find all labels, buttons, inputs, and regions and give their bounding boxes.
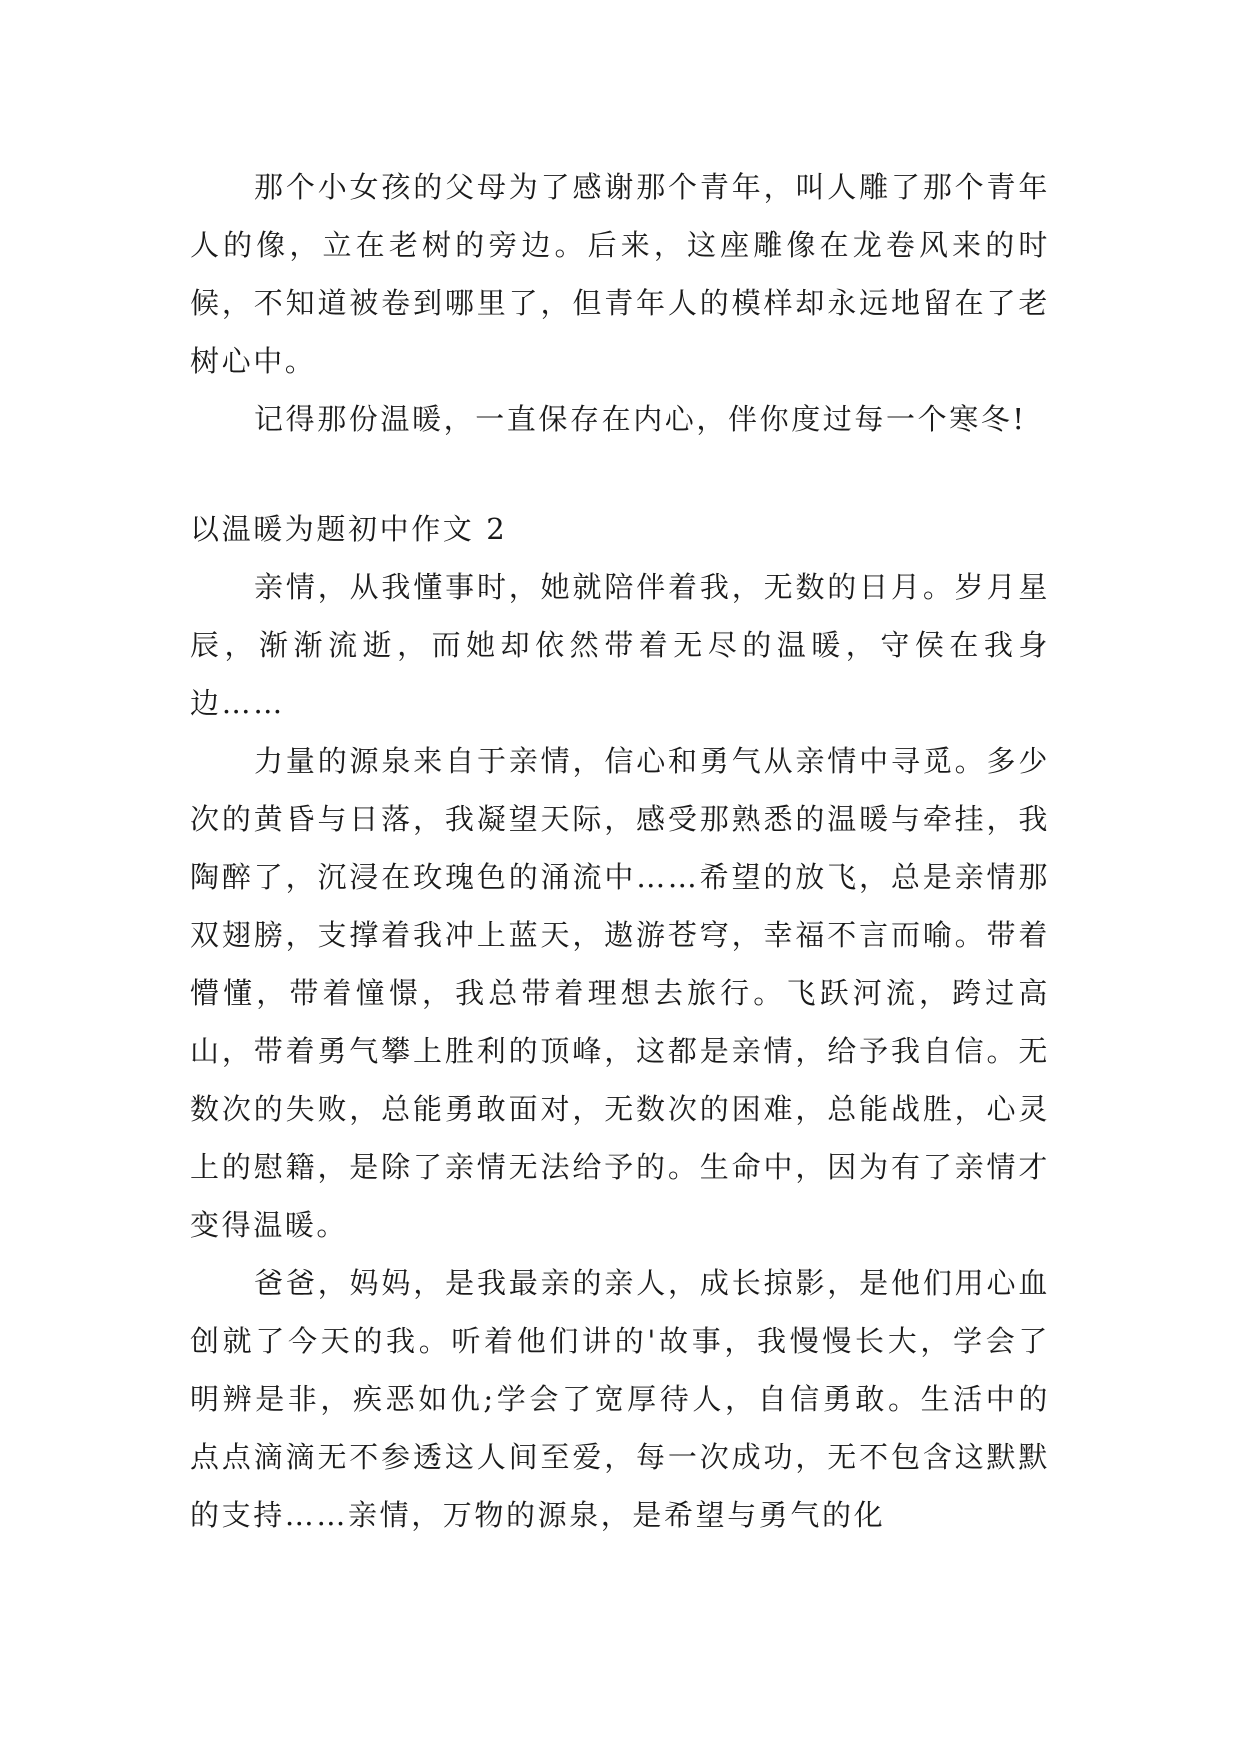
paragraph: 记得那份温暖，一直保存在内心，伴你度过每一个寒冬! (254, 402, 1027, 436)
paragraph: 亲情，从我懂事时，她就陪伴着我，无数的日月。岁月星辰，渐渐流逝，而她却依然带着无尽的温暖，守侯在我身边…… (190, 570, 1050, 720)
section-spacer (190, 448, 1050, 500)
section-title: 以温暖为题初中作文 2 (190, 512, 508, 546)
document-page (190, 158, 1050, 1544)
paragraph: 那个小女孩的父母为了感谢那个青年，叫人雕了那个青年人的像，立在老树的旁边。后来，这座雕像在龙卷风来的时候，不知道被卷到哪里了，但青年人的模样却永远地留在了老树心中。 (190, 170, 1050, 378)
paragraph: 力量的源泉来自于亲情，信心和勇气从亲情中寻觅。多少次的黄昏与日落，我凝望天际，感受那熟悉的温暖与牵挂，我陶醉了，沉浸在玫瑰色的涌流中……希望的放飞，总是亲情那双翅膀，支撑着我冲上蓝天，遨游苍穹，幸福不言而喻。带着懵懂，带着憧憬，我总带着理想去旅行。飞跃河流，跨过高山，带着勇气攀上胜利的顶峰，这都是亲情，给予我自信。无数次的失败，总能勇敢面对，无数次的困难，总能战胜，心灵上的慰籍，是除了亲情无法给予的。生命中，因为有了亲情才变得温暖。 (190, 744, 1050, 1242)
paragraph: 爸爸，妈妈，是我最亲的亲人，成长掠影，是他们用心血创就了今天的我。听着他们讲的'故事，我慢慢长大，学会了明辨是非，疾恶如仇;学会了宽厚待人，自信勇敢。生活中的点点滴滴无不参透这人间至爱，每一次成功，无不包含这默默的支持……亲情，万物的源泉，是希望与勇气的化 (190, 1266, 1050, 1532)
